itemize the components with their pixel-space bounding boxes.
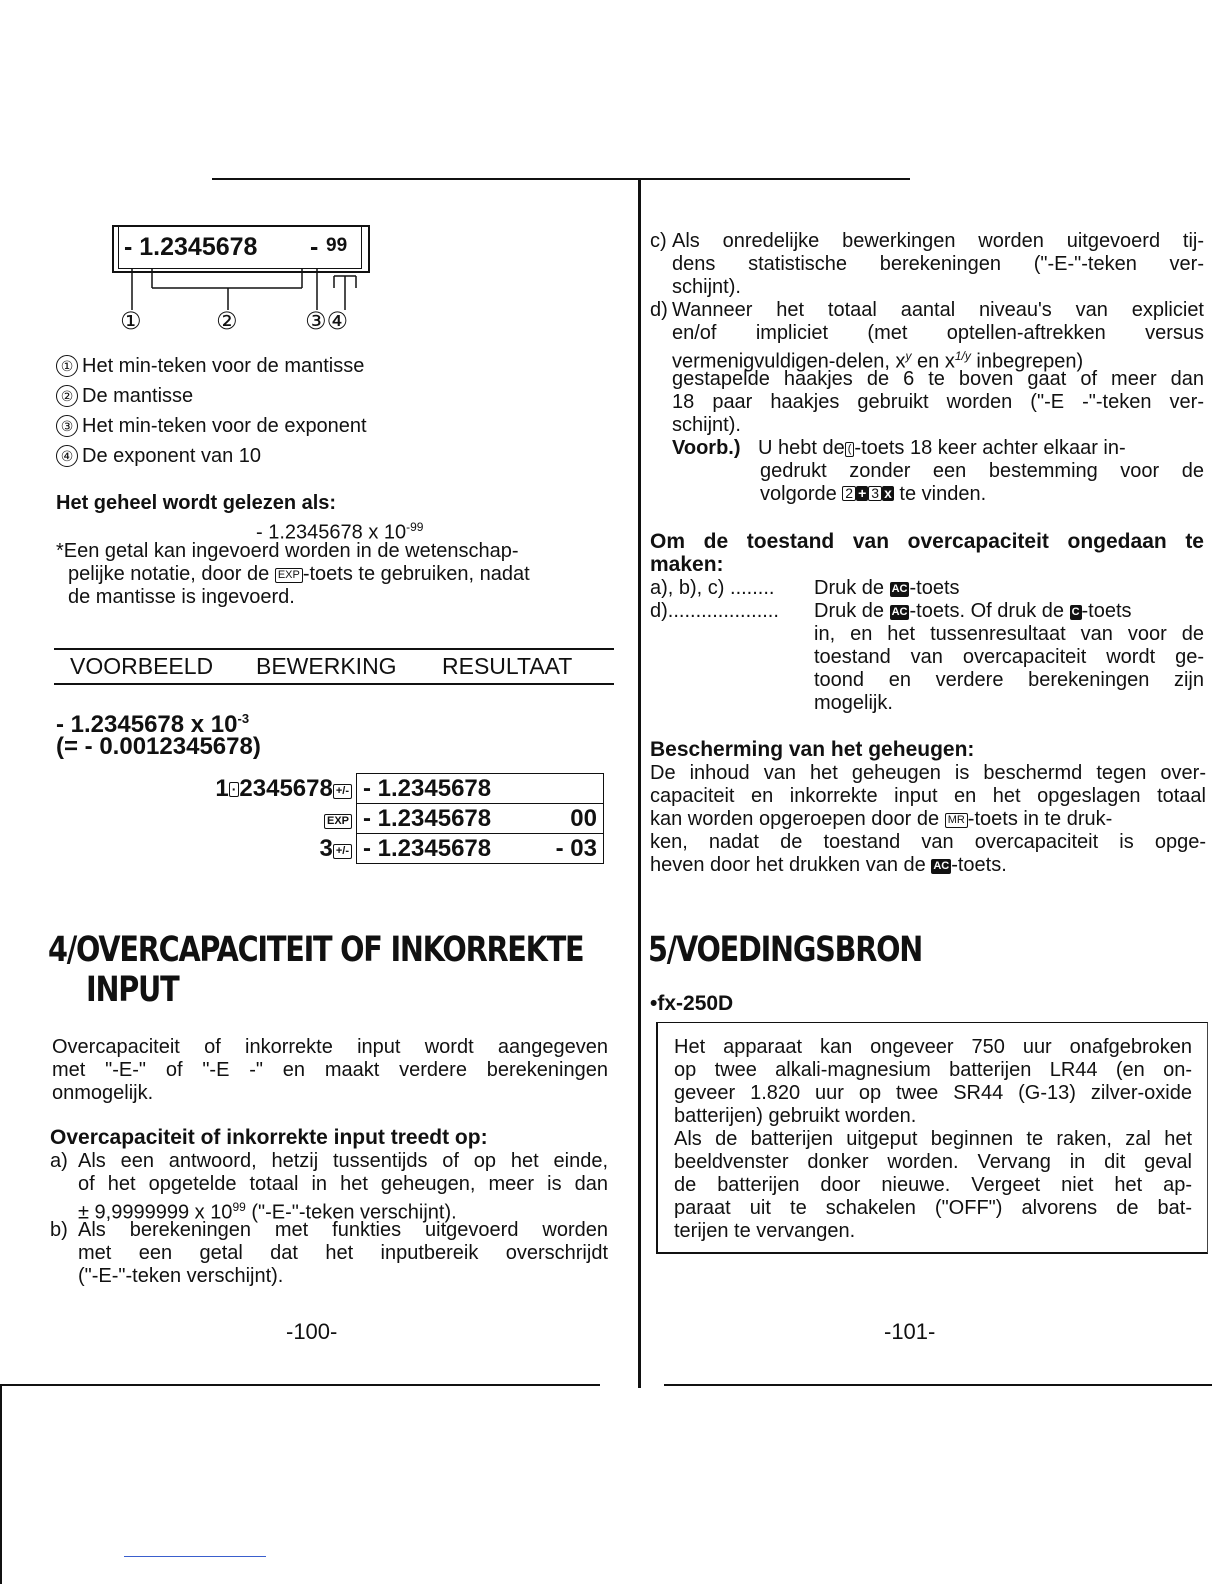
item-a-value: ± 9,9999999 x 10 [78, 1201, 233, 1224]
read-as-exponent: -99 [406, 520, 424, 534]
item-c-line-3: schijnt). [672, 276, 741, 298]
note-text: -toets te gebruiken, nadat [302, 563, 530, 585]
undo-text: -toets [909, 577, 960, 599]
item-d-text: inbegrepen) [970, 350, 1084, 373]
legend-num: ① [56, 355, 78, 377]
example-text: te vinden. [899, 483, 987, 505]
undo-heading-1: Om de toestand van overcapaciteit ongedaan te [650, 530, 1204, 553]
item-d-sup: 1/y [954, 349, 971, 363]
item-a-suffix: ("-E-"-teken verschijnt). [245, 1201, 457, 1224]
header-resultaat: RESULTAAT [442, 653, 573, 679]
two-key-icon: 2 [842, 486, 856, 501]
table-row [150, 834, 604, 864]
memory-text: kan worden opgeroepen door de [650, 808, 940, 830]
memory-heading: Bescherming van het geheugen: [650, 738, 975, 761]
read-as-label: Het geheel wordt gelezen als: [56, 492, 337, 514]
mr-key-icon: MR [945, 813, 968, 828]
result-cell [357, 834, 604, 864]
example-line-1 [758, 437, 1126, 460]
key-text: 1 [215, 774, 229, 802]
callout-2: ② [216, 308, 238, 335]
item-d-label: d) [650, 299, 668, 321]
section-title-4-line-1: 4/OVERCAPACITEIT OF INKORREKTE [48, 930, 584, 970]
example-label: Voorb.) [672, 437, 741, 459]
undo-d-line-3: toestand van overcapaciteit wordt ge- [814, 646, 1204, 668]
box-line-9: terijen te vervangen. [674, 1220, 856, 1242]
memory-text: -toets. [951, 854, 1007, 876]
item-d-text: en x [911, 350, 955, 373]
table-row [150, 804, 604, 834]
undo-abc-text [814, 577, 960, 600]
display-mantissa: - 1.2345678 [124, 233, 258, 261]
table-row [150, 774, 604, 804]
box-line-2: op twee alkali-magnesium batterijen LR44 (en on- [674, 1059, 1192, 1081]
page-number-right: -101- [884, 1319, 936, 1344]
undo-text: -toets [1081, 600, 1132, 622]
item-d-line-1: Wanneer het totaal aantal niveau's van expliciet [672, 299, 1204, 321]
undo-text: Druk de [814, 577, 885, 599]
sign-change-key-icon: +/- [333, 784, 352, 799]
callout-1: ① [120, 308, 142, 335]
result-cell [357, 804, 604, 834]
memory-line-1: De inhoud van het geheugen is beschermd tegen over- [650, 762, 1206, 784]
result-cell [357, 774, 604, 804]
box-line-6: beeldvenster donker worden. Vervang in dit geval [674, 1151, 1192, 1173]
memory-text: heven door het drukken van de [650, 854, 926, 876]
display-illustration [112, 225, 370, 273]
item-d-line-6: schijnt). [672, 414, 741, 436]
item-b-line-2: met een getal dat het inputbereik overschrijdt [78, 1242, 608, 1264]
key-text: 2345678 [239, 774, 333, 802]
memory-line-4: ken, nadat de toestand van overcapaciteit is opge- [650, 831, 1206, 853]
result-exponent: 00 [570, 804, 597, 832]
item-d-line-4: gestapelde haakjes de 6 te boven gaat of meer dan [672, 368, 1204, 390]
example-exponent: -3 [237, 711, 250, 726]
memory-text: -toets in te druk- [967, 808, 1113, 830]
box-line-3: geveer 1.820 uur op twee SR44 (G-13) zilver-oxide [674, 1082, 1192, 1104]
header-voorbeeld: VOORBEELD [70, 653, 214, 679]
result-value: - 1.2345678 [363, 804, 492, 832]
legend-item-1 [56, 355, 364, 378]
undo-d-line-2: in, en het tussenresultaat van voor de [814, 623, 1204, 645]
legend-num: ③ [56, 415, 78, 437]
key-text: 3 [319, 834, 333, 862]
result-value: - 1.2345678 [363, 834, 492, 862]
model-label: •fx-250D [650, 992, 734, 1015]
item-b-label: b) [50, 1219, 68, 1241]
example-line-3 [760, 483, 986, 506]
example-text: U hebt de [758, 437, 845, 459]
legend-text: De mantisse [82, 385, 194, 407]
bottom-rule-right [664, 1384, 1212, 1386]
header-bewerking: BEWERKING [256, 653, 397, 679]
display-exponent: 99 [326, 235, 348, 256]
item-d-text: vermenigvuldigen-delen, x [672, 350, 906, 373]
occurs-heading: Overcapaciteit of inkorrekte input treedt op: [50, 1126, 488, 1149]
memory-line-2: capaciteit en inkorrekte input en het opgeslagen totaal [650, 785, 1206, 807]
item-d-line-2: en/of impliciet (met optellen-aftrekken versus [672, 322, 1204, 344]
undo-d-line-4: toond en verdere berekeningen zijn [814, 669, 1204, 691]
memory-line-5 [650, 854, 1007, 877]
undo-d-line-5: mogelijk. [814, 692, 893, 714]
legend-num: ④ [56, 445, 78, 467]
item-a-line-2: of het opgetelde totaal in het geheugen, meer is dan [78, 1173, 608, 1195]
undo-text: Druk de [814, 600, 885, 622]
example-table [150, 773, 604, 864]
section-title-4-line-2: INPUT [86, 970, 179, 1010]
exp-key-icon: EXP [275, 568, 303, 583]
exp-key-icon: EXP [324, 814, 352, 829]
c-key-icon: C [1071, 606, 1080, 618]
plus-key-icon: + [858, 485, 867, 501]
memory-line-3 [650, 808, 1112, 831]
sign-change-key-icon: +/- [333, 844, 352, 859]
box-line-5: Als de batterijen uitgeput beginnen te raken, zal het [674, 1128, 1192, 1150]
legend-item-2 [56, 385, 193, 408]
keys-cell [150, 804, 357, 834]
top-rule [212, 178, 910, 180]
section-title-5: 5/VOEDINGSBRON [648, 930, 923, 970]
item-d-line-5: 18 paar haakjes gebruikt worden ("-E -"-teken ver- [672, 391, 1204, 413]
intro-line-3: onmogelijk. [52, 1082, 154, 1104]
read-as-mantissa: - 1.2345678 x 10 [256, 521, 407, 544]
item-a-label: a) [50, 1150, 68, 1172]
legend-num: ② [56, 385, 78, 407]
item-c-label: c) [650, 230, 667, 252]
display-exp-sign: - [310, 233, 319, 261]
page-number-left: -100- [286, 1319, 338, 1344]
note-line-1: *Een getal kan ingevoerd worden in de wetenschap- [56, 540, 519, 562]
box-line-8: paraat uit te schakelen ("OFF") alvorens de bat- [674, 1197, 1192, 1219]
legend-item-3 [56, 415, 367, 438]
box-line-7: de batterijen door nieuwe. Vergeet niet het ap- [674, 1174, 1192, 1196]
left-edge-line [0, 1386, 2, 1584]
decimal-key-icon: · [229, 782, 240, 797]
item-b-line-1: Als berekeningen met funkties uitgevoerd worden [78, 1219, 608, 1241]
item-a-line-1: Als een antwoord, hetzij tussentijds of op het einde, [78, 1150, 608, 1172]
box-line-4: batterijen) gebruikt worden. [674, 1105, 917, 1127]
ac-key-icon: AC [891, 606, 908, 618]
ac-key-icon: AC [891, 583, 908, 595]
example-line-2: (= - 0.0012345678) [56, 733, 261, 760]
example-text: -toets 18 keer achter elkaar in- [854, 437, 1126, 459]
legend-text: Het min-teken voor de exponent [82, 415, 367, 437]
result-value: - 1.2345678 [363, 774, 492, 802]
legend-text: De exponent van 10 [82, 445, 262, 467]
item-d-sup: y [905, 349, 912, 363]
keys-cell [150, 834, 357, 864]
ac-key-icon: AC [933, 860, 950, 872]
item-a-exponent: 99 [232, 1200, 246, 1214]
example-value: - 1.2345678 x 10 [56, 711, 238, 738]
result-exponent: - 03 [555, 834, 597, 862]
note-line-2 [68, 563, 530, 586]
undo-abc-label: a), b), c) ........ [650, 577, 775, 599]
note-text: pelijke notatie, door de [68, 563, 270, 585]
legend-item-4 [56, 445, 261, 468]
undo-d-label: d).................... [650, 600, 779, 622]
three-key-icon: 3 [868, 486, 882, 501]
intro-line-1: Overcapaciteit of inkorrekte input wordt aangegeven [52, 1036, 608, 1058]
box-line-1: Het apparaat kan ongeveer 750 uur onafgebroken [674, 1036, 1192, 1058]
example-line-2: gedrukt zonder een bestemming voor de [760, 460, 1204, 482]
callout-3-4: ③④ [305, 308, 349, 335]
item-b-line-3: ("-E-"-teken verschijnt). [78, 1265, 284, 1287]
keys-cell [150, 774, 357, 804]
undo-text: -toets. Of druk de [909, 600, 1064, 622]
table-header-rule-top [54, 648, 614, 650]
undo-d-line-1 [814, 600, 1132, 623]
legend-text: Het min-teken voor de mantisse [82, 355, 365, 377]
table-header-rule-bottom [54, 683, 614, 685]
example-text: volgorde [760, 483, 837, 505]
center-binding-line [638, 180, 641, 1388]
multiply-key-icon: x [884, 485, 892, 501]
bottom-blue-line [124, 1556, 266, 1557]
open-paren-key-icon: ( [845, 442, 855, 457]
item-c-line-1: Als onredelijke bewerkingen worden uitgevoerd tij- [672, 230, 1204, 252]
undo-heading-2: maken: [650, 553, 724, 576]
intro-line-2: met "-E-" of "-E -" en maakt verdere berekeningen [52, 1059, 608, 1081]
item-c-line-2: dens statistische berekeningen ("-E-"-teken ver- [672, 253, 1204, 275]
note-line-3: de mantisse is ingevoerd. [68, 586, 295, 608]
bottom-rule-left [0, 1384, 600, 1386]
